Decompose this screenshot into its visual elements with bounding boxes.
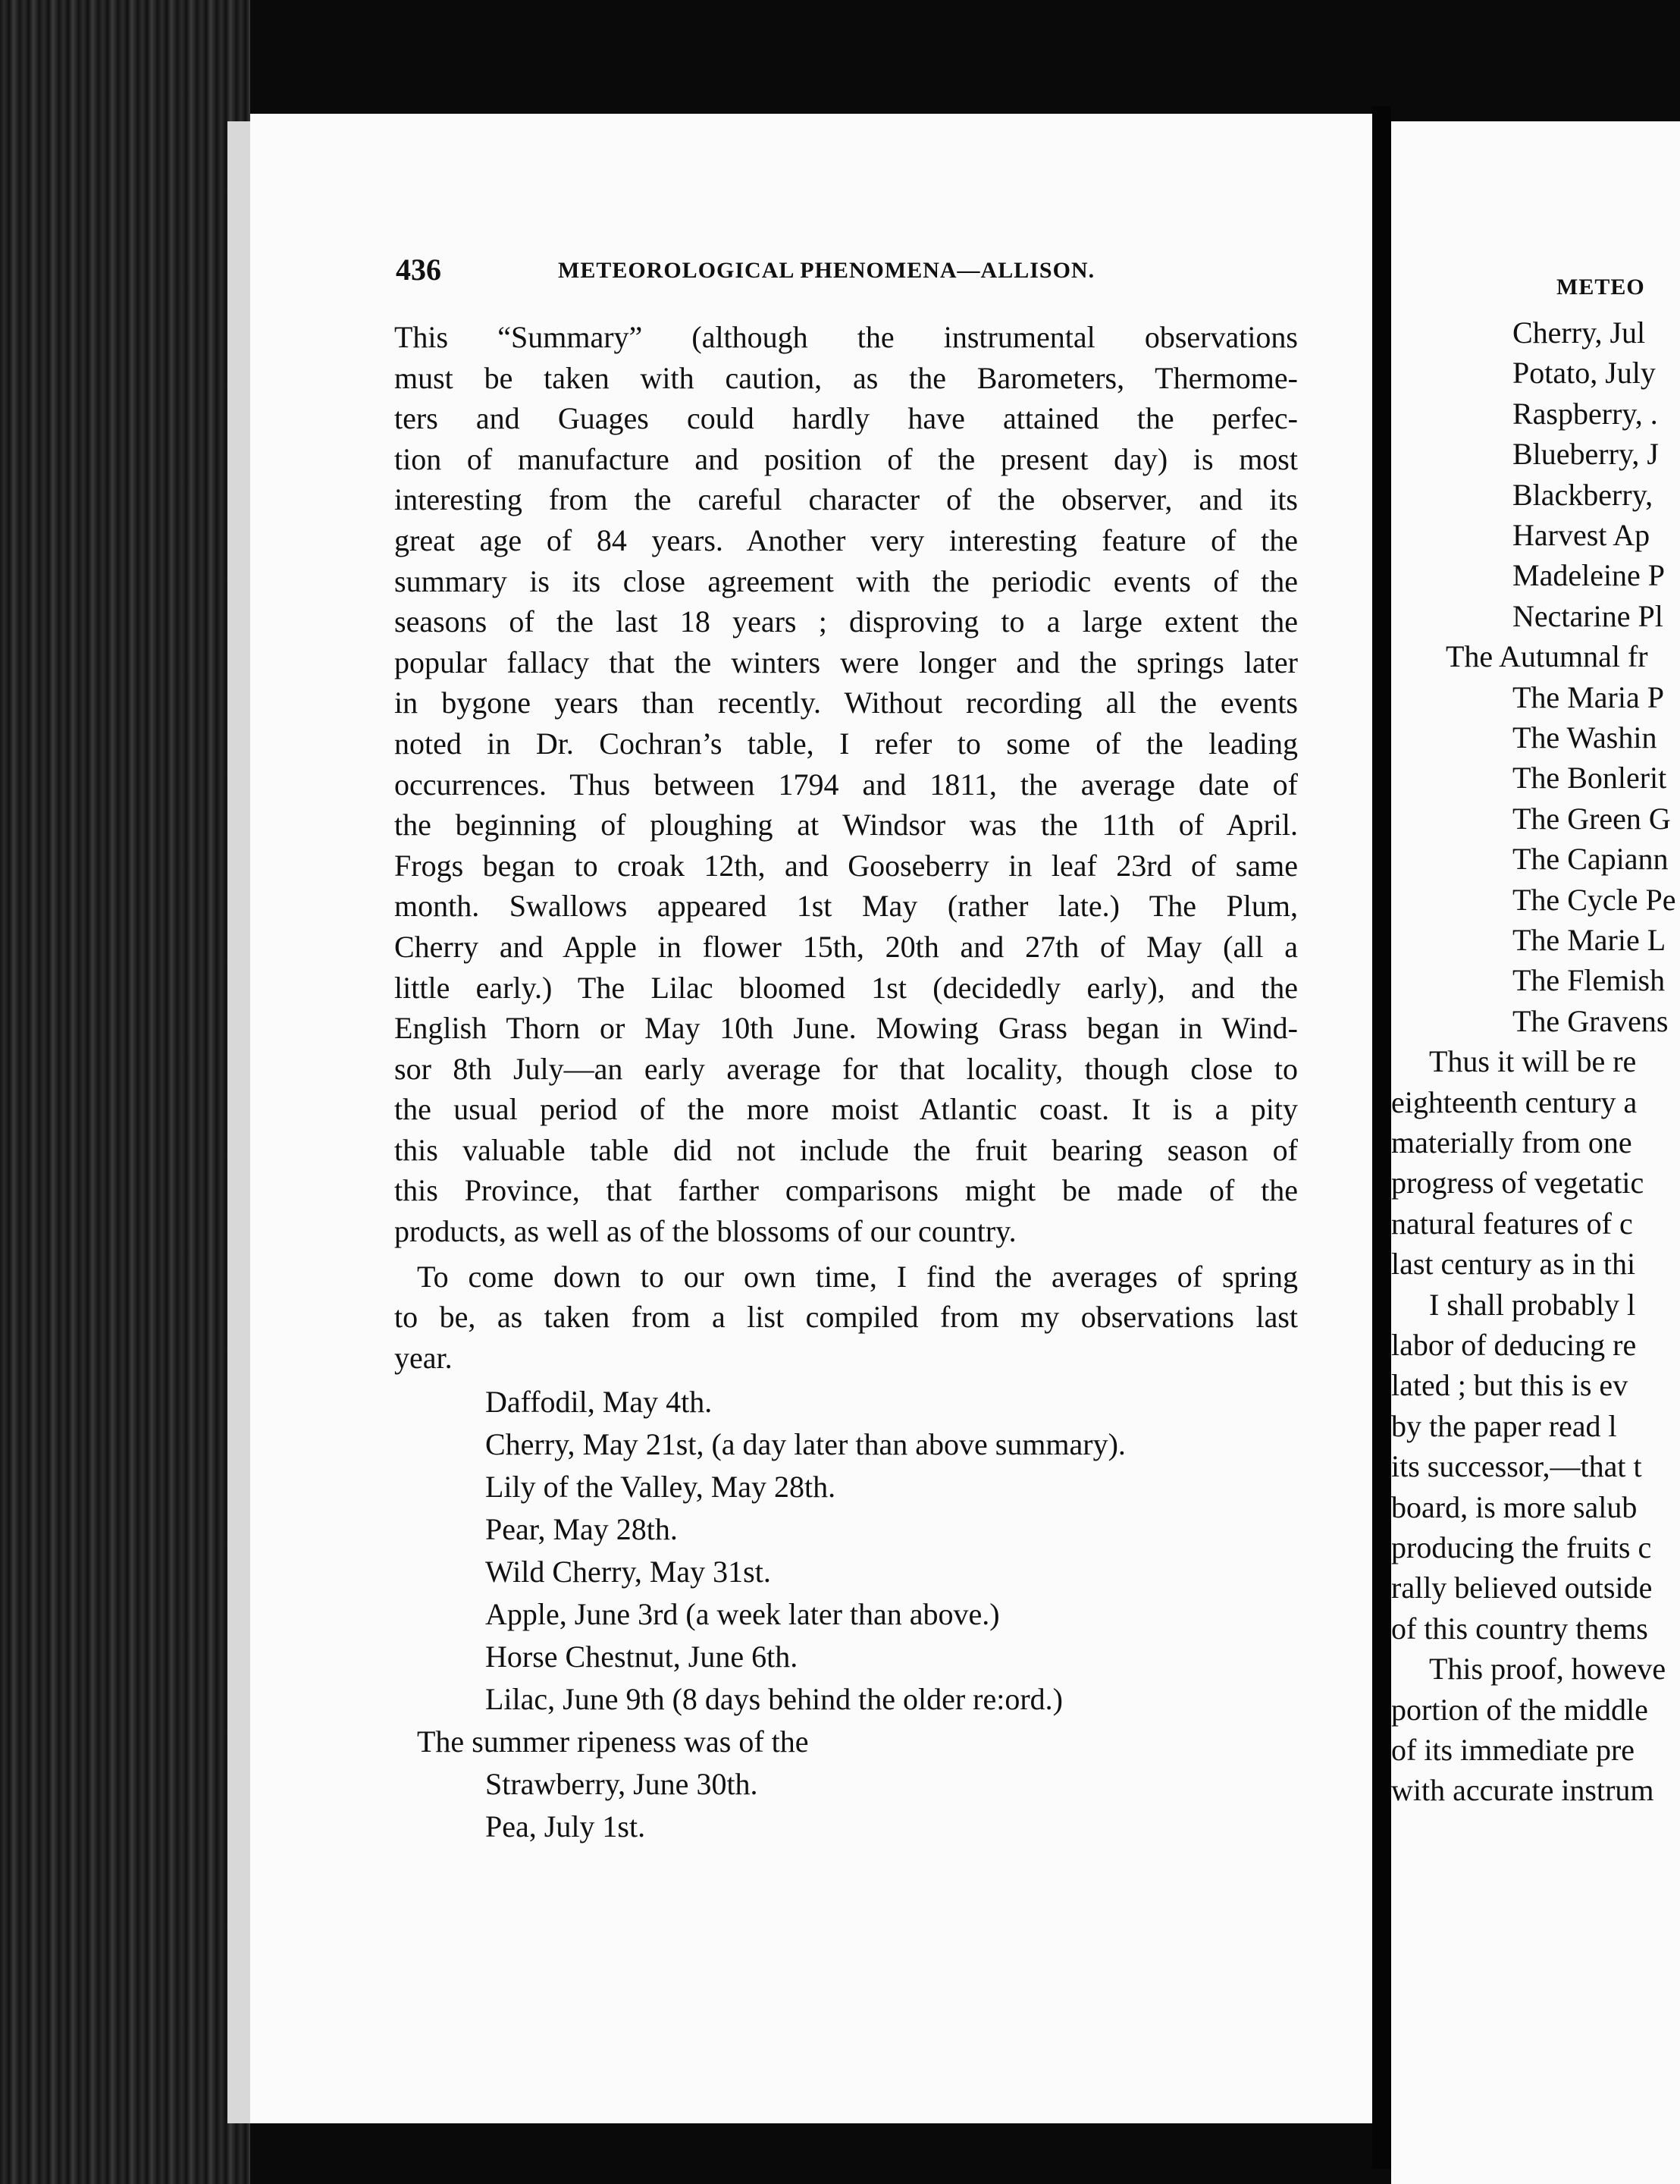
text-line: interesting from the careful character of the observer, and its — [394, 482, 1298, 517]
list-item: Lilac, June 9th (8 days behind the older re:ord.) — [485, 1682, 1063, 1717]
text-line: month. Swallows appeared 1st May (rather late.) The Plum, — [394, 889, 1298, 924]
right-text-line: The Autumnal fr — [1446, 639, 1648, 674]
list-item: Daffodil, May 4th. — [485, 1385, 713, 1420]
right-text-line: Thus it will be re — [1429, 1044, 1637, 1079]
right-text-line: eighteenth century a — [1391, 1084, 1638, 1119]
right-text-line: its successor,—that t — [1391, 1449, 1642, 1484]
right-text-line: Blueberry, J — [1512, 437, 1659, 472]
right-text-line: natural features of c — [1391, 1206, 1633, 1241]
right-text-line: The Maria P — [1512, 679, 1664, 714]
text-line: summary is its close agreement with the periodic events of the — [394, 563, 1298, 598]
right-text-line: labor of deducing re — [1391, 1328, 1637, 1362]
summer-list — [394, 1763, 1298, 1848]
right-text-line: The Capiann — [1512, 842, 1669, 877]
right-text-line: This proof, howeve — [1429, 1652, 1666, 1687]
summer-intro: The summer ripeness was of the — [417, 1724, 809, 1759]
right-text-line: Cherry, Jul — [1512, 315, 1646, 350]
right-text-line: The Flemish — [1512, 963, 1666, 998]
text-line: must be taken with caution, as the Barometers, Thermome- — [394, 360, 1298, 395]
list-item: Pea, July 1st. — [485, 1809, 646, 1844]
text-line: To come down to our own time, I find the averages of spring — [417, 1259, 1298, 1294]
text-line: products, as well as of the blossoms of our country. — [394, 1214, 1017, 1249]
right-text-line: rally believed outside — [1391, 1571, 1653, 1605]
right-text-line: Nectarine Pl — [1512, 598, 1663, 633]
paragraph-spring-averages — [394, 1257, 1298, 1379]
list-item: Wild Cherry, May 31st. — [485, 1555, 771, 1589]
right-text-line: portion of the middle — [1391, 1692, 1648, 1727]
text-line: Frogs began to croak 12th, and Gooseberry in leaf 23rd of same — [394, 848, 1298, 883]
right-text-line: The Cycle Pe — [1512, 882, 1676, 917]
right-text-line: of this country thems — [1391, 1611, 1648, 1646]
right-text-line: Harvest Ap — [1512, 518, 1650, 552]
right-text-line: Raspberry, . — [1512, 396, 1658, 431]
text-line: to be, as taken from a list compiled from my observations last — [394, 1300, 1298, 1335]
right-text-line: The Gravens — [1512, 1003, 1669, 1038]
book-spine — [0, 0, 250, 2184]
right-text-line: Blackberry, — [1512, 477, 1653, 512]
right-text-line: The Washin — [1512, 720, 1657, 755]
right-page-text — [1391, 121, 1680, 2184]
list-item: Pear, May 28th. — [485, 1512, 678, 1547]
text-line: ters and Guages could hardly have attained the perfec- — [394, 401, 1298, 436]
text-line: occurrences. Thus between 1794 and 1811, the average date of — [394, 767, 1298, 802]
paragraph-summary — [394, 317, 1298, 1252]
text-line: the beginning of ploughing at Windsor was the 11th of April. — [394, 808, 1298, 843]
text-line: in bygone years than recently. Without recording all the events — [394, 686, 1298, 720]
text-line: the usual period of the more moist Atlantic coast. It is a pity — [394, 1092, 1298, 1127]
header-title: METEOROLOGICAL PHENOMENA—ALLISON. — [558, 258, 1095, 283]
text-line: sor 8th July—an early average for that locality, though close to — [394, 1051, 1298, 1086]
right-running-head: METEO — [1556, 275, 1645, 300]
list-item: Horse Chestnut, June 6th. — [485, 1640, 798, 1674]
list-item: Cherry, May 21st, (a day later than above summary). — [485, 1427, 1126, 1462]
right-text-line: Madeleine P — [1512, 558, 1666, 593]
page-number: 436 — [396, 253, 441, 287]
body-text — [394, 317, 1298, 1848]
text-line: popular fallacy that the winters were longer and the springs later — [394, 645, 1298, 679]
spring-list — [394, 1381, 1298, 1721]
text-line: English Thorn or May 10th June. Mowing Grass began in Wind- — [394, 1011, 1298, 1046]
right-text-line: last century as in thi — [1391, 1247, 1636, 1282]
right-text-line: producing the fruits c — [1391, 1530, 1652, 1564]
text-line: this valuable table did not include the fruit bearing season of — [394, 1132, 1298, 1167]
text-line: Cherry and Apple in flower 15th, 20th and 27th of May (all a — [394, 929, 1298, 964]
right-text-line: The Bonlerit — [1512, 761, 1667, 795]
text-line: seasons of the last 18 years ; disproving to a large extent the — [394, 604, 1298, 639]
right-page — [1391, 121, 1680, 2184]
right-text-line: Potato, July — [1512, 356, 1656, 391]
right-text-line: I shall probably l — [1429, 1287, 1636, 1322]
right-text-line: of its immediate pre — [1391, 1733, 1635, 1767]
text-line: This “Summary” (although the instrumental observations — [394, 320, 1298, 354]
text-line: little early.) The Lilac bloomed 1st (decidedly early), and the — [394, 970, 1298, 1005]
right-text-line: lated ; but this is ev — [1391, 1368, 1628, 1403]
text-line: great age of 84 years. Another very interesting feature of the — [394, 522, 1298, 557]
list-item: Strawberry, June 30th. — [485, 1767, 758, 1802]
right-text-line: progress of vegetatic — [1391, 1166, 1644, 1200]
right-text-line: by the paper read l — [1391, 1408, 1617, 1443]
right-text-line: with accurate instrum — [1391, 1773, 1654, 1808]
running-head — [396, 252, 1305, 297]
right-text-line: The Green G — [1512, 801, 1671, 836]
text-line: this Province, that farther comparisons might be made of the — [394, 1173, 1298, 1208]
text-line: noted in Dr. Cochran’s table, I refer to some of the leading — [394, 726, 1298, 761]
right-text-line: The Marie L — [1512, 923, 1666, 957]
right-text-line: materially from one — [1391, 1125, 1632, 1159]
text-line: year. — [394, 1340, 453, 1375]
book-gutter — [1372, 106, 1391, 2169]
text-line: tion of manufacture and position of the present day) is most — [394, 441, 1298, 476]
list-item: Lily of the Valley, May 28th. — [485, 1470, 836, 1505]
list-item: Apple, June 3rd (a week later than above.) — [485, 1597, 1000, 1632]
right-text-line: board, is more salub — [1391, 1489, 1638, 1524]
